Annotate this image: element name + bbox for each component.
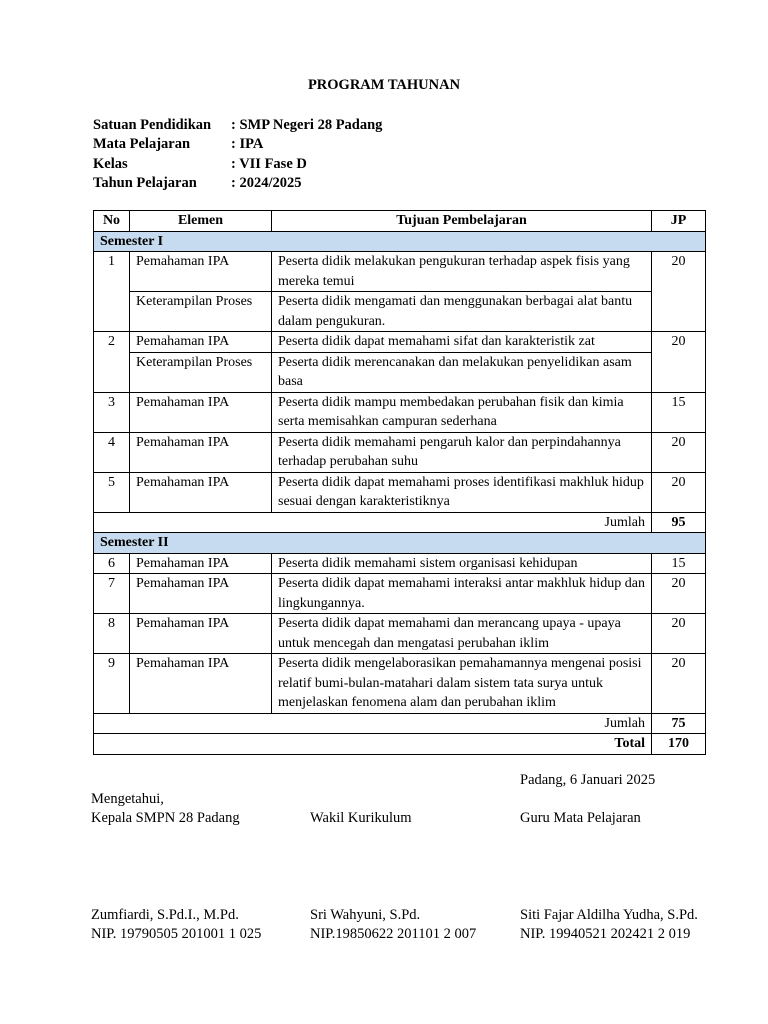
row-tujuan: Peserta didik dapat memahami proses identifikasi makhluk hidup sesuai dengan karakteristiknya <box>272 472 652 512</box>
total-value: 170 <box>652 734 706 755</box>
row-no: 8 <box>94 614 130 654</box>
table-header-row <box>94 211 706 232</box>
row-elemen: Pemahaman IPA <box>130 392 272 432</box>
total-label: Total <box>94 734 652 755</box>
row-jp: 15 <box>652 553 706 574</box>
row-elemen: Keterampilan Proses <box>130 292 272 332</box>
row-tujuan: Peserta didik mampu membedakan perubahan fisik dan kimia serta memisahkan campuran sederhana <box>272 392 652 432</box>
row-jp: 20 <box>652 472 706 512</box>
row-elemen: Pemahaman IPA <box>130 614 272 654</box>
subtotal-value: 95 <box>652 512 706 533</box>
semester-label: Semester I <box>94 231 706 252</box>
header-elemen: Elemen <box>130 211 272 232</box>
info-key: Mata Pelajaran <box>93 136 191 153</box>
row-no: 5 <box>94 472 130 512</box>
row-tujuan: Peserta didik dapat memahami sifat dan karakteristik zat <box>272 332 652 353</box>
info-block <box>93 116 382 194</box>
info-key: Kelas <box>93 155 128 172</box>
row-elemen: Pemahaman IPA <box>130 472 272 512</box>
row-tujuan: Peserta didik memahami pengaruh kalor dan perpindahannya terhadap perubahan suhu <box>272 432 652 472</box>
row-no: 9 <box>94 654 130 714</box>
row-elemen: Pemahaman IPA <box>130 553 272 574</box>
info-value: : IPA <box>231 136 264 153</box>
total-row <box>94 734 706 755</box>
info-row-mapel <box>93 135 382 154</box>
row-jp: 15 <box>652 392 706 432</box>
place-date: Padang, 6 Januari 2025 <box>520 772 656 788</box>
row-tujuan: Peserta didik memahami sistem organisasi kehidupan <box>272 553 652 574</box>
signature-nip-curriculum: NIP.19850622 201101 2 007 <box>310 926 477 942</box>
info-row-kelas <box>93 155 382 174</box>
table-row <box>94 392 706 432</box>
table-row <box>94 574 706 614</box>
signature-name-curriculum: Sri Wahyuni, S.Pd. <box>310 907 421 923</box>
row-elemen: Pemahaman IPA <box>130 654 272 714</box>
row-tujuan: Peserta didik dapat memahami interaksi antar makhluk hidup dan lingkungannya. <box>272 574 652 614</box>
row-elemen: Pemahaman IPA <box>130 574 272 614</box>
subtotal-label: Jumlah <box>94 713 652 734</box>
program-table <box>93 210 706 755</box>
signature-name-teacher: Siti Fajar Aldilha Yudha, S.Pd. <box>520 907 698 923</box>
table-row <box>94 292 706 332</box>
table-row <box>94 553 706 574</box>
signature-name-principal: Zumfiardi, S.Pd.I., M.Pd. <box>91 907 239 923</box>
row-no: 7 <box>94 574 130 614</box>
row-no: 3 <box>94 392 130 432</box>
semester-row <box>94 231 706 252</box>
row-tujuan: Peserta didik mengelaborasikan pemahamannya mengenai posisi relatif bumi-bulan-matahari dalam sistem tata surya untuk menjelaskan fenomena alam dan perubahan iklim <box>272 654 652 714</box>
table-row <box>94 472 706 512</box>
row-elemen: Pemahaman IPA <box>130 432 272 472</box>
signature-role-teacher: Guru Mata Pelajaran <box>520 810 641 826</box>
header-no: No <box>94 211 130 232</box>
row-tujuan: Peserta didik merencanakan dan melakukan penyelidikan asam basa <box>272 352 652 392</box>
row-no: 1 <box>94 252 130 332</box>
table-row <box>94 332 706 353</box>
row-jp: 20 <box>652 654 706 714</box>
subtotal-label: Jumlah <box>94 512 652 533</box>
header-tujuan: Tujuan Pembelajaran <box>272 211 652 232</box>
row-tujuan: Peserta didik dapat memahami dan merancang upaya - upaya untuk mencegah dan mengatasi perubahan iklim <box>272 614 652 654</box>
row-no: 6 <box>94 553 130 574</box>
row-elemen: Pemahaman IPA <box>130 252 272 292</box>
row-no: 2 <box>94 332 130 393</box>
info-row-satuan <box>93 116 382 135</box>
subtotal-value: 75 <box>652 713 706 734</box>
row-jp: 20 <box>652 614 706 654</box>
table-row <box>94 614 706 654</box>
document-title: PROGRAM TAHUNAN <box>307 77 461 93</box>
subtotal-row <box>94 713 706 734</box>
signature-role-principal: Kepala SMPN 28 Padang <box>91 810 240 826</box>
row-no: 4 <box>94 432 130 472</box>
info-value: : 2024/2025 <box>231 175 302 192</box>
header-jp: JP <box>652 211 706 232</box>
signature-role-curriculum: Wakil Kurikulum <box>310 810 412 826</box>
info-key: Satuan Pendidikan <box>93 117 212 133</box>
subtotal-row <box>94 512 706 533</box>
mengetahui-label: Mengetahui, <box>91 791 164 807</box>
semester-row <box>94 533 706 554</box>
signature-nip-principal: NIP. 19790505 201001 1 025 <box>91 926 262 942</box>
signature-nip-teacher: NIP. 19940521 202421 2 019 <box>520 926 691 942</box>
info-row-tahun <box>93 174 382 193</box>
table-row <box>94 252 706 292</box>
row-tujuan: Peserta didik melakukan pengukuran terhadap aspek fisis yang mereka temui <box>272 252 652 292</box>
info-value: : VII Fase D <box>231 155 307 172</box>
table-row <box>94 352 706 392</box>
row-elemen: Keterampilan Proses <box>130 352 272 392</box>
info-key: Tahun Pelajaran <box>93 175 197 192</box>
table-row <box>94 654 706 714</box>
row-jp: 20 <box>652 574 706 614</box>
row-elemen: Pemahaman IPA <box>130 332 272 353</box>
row-jp: 20 <box>652 332 706 393</box>
semester-label: Semester II <box>94 533 706 554</box>
row-tujuan: Peserta didik mengamati dan menggunakan berbagai alat bantu dalam pengukuran. <box>272 292 652 332</box>
table-row <box>94 432 706 472</box>
row-jp: 20 <box>652 432 706 472</box>
info-value: : SMP Negeri 28 Padang <box>231 117 383 133</box>
row-jp: 20 <box>652 252 706 332</box>
